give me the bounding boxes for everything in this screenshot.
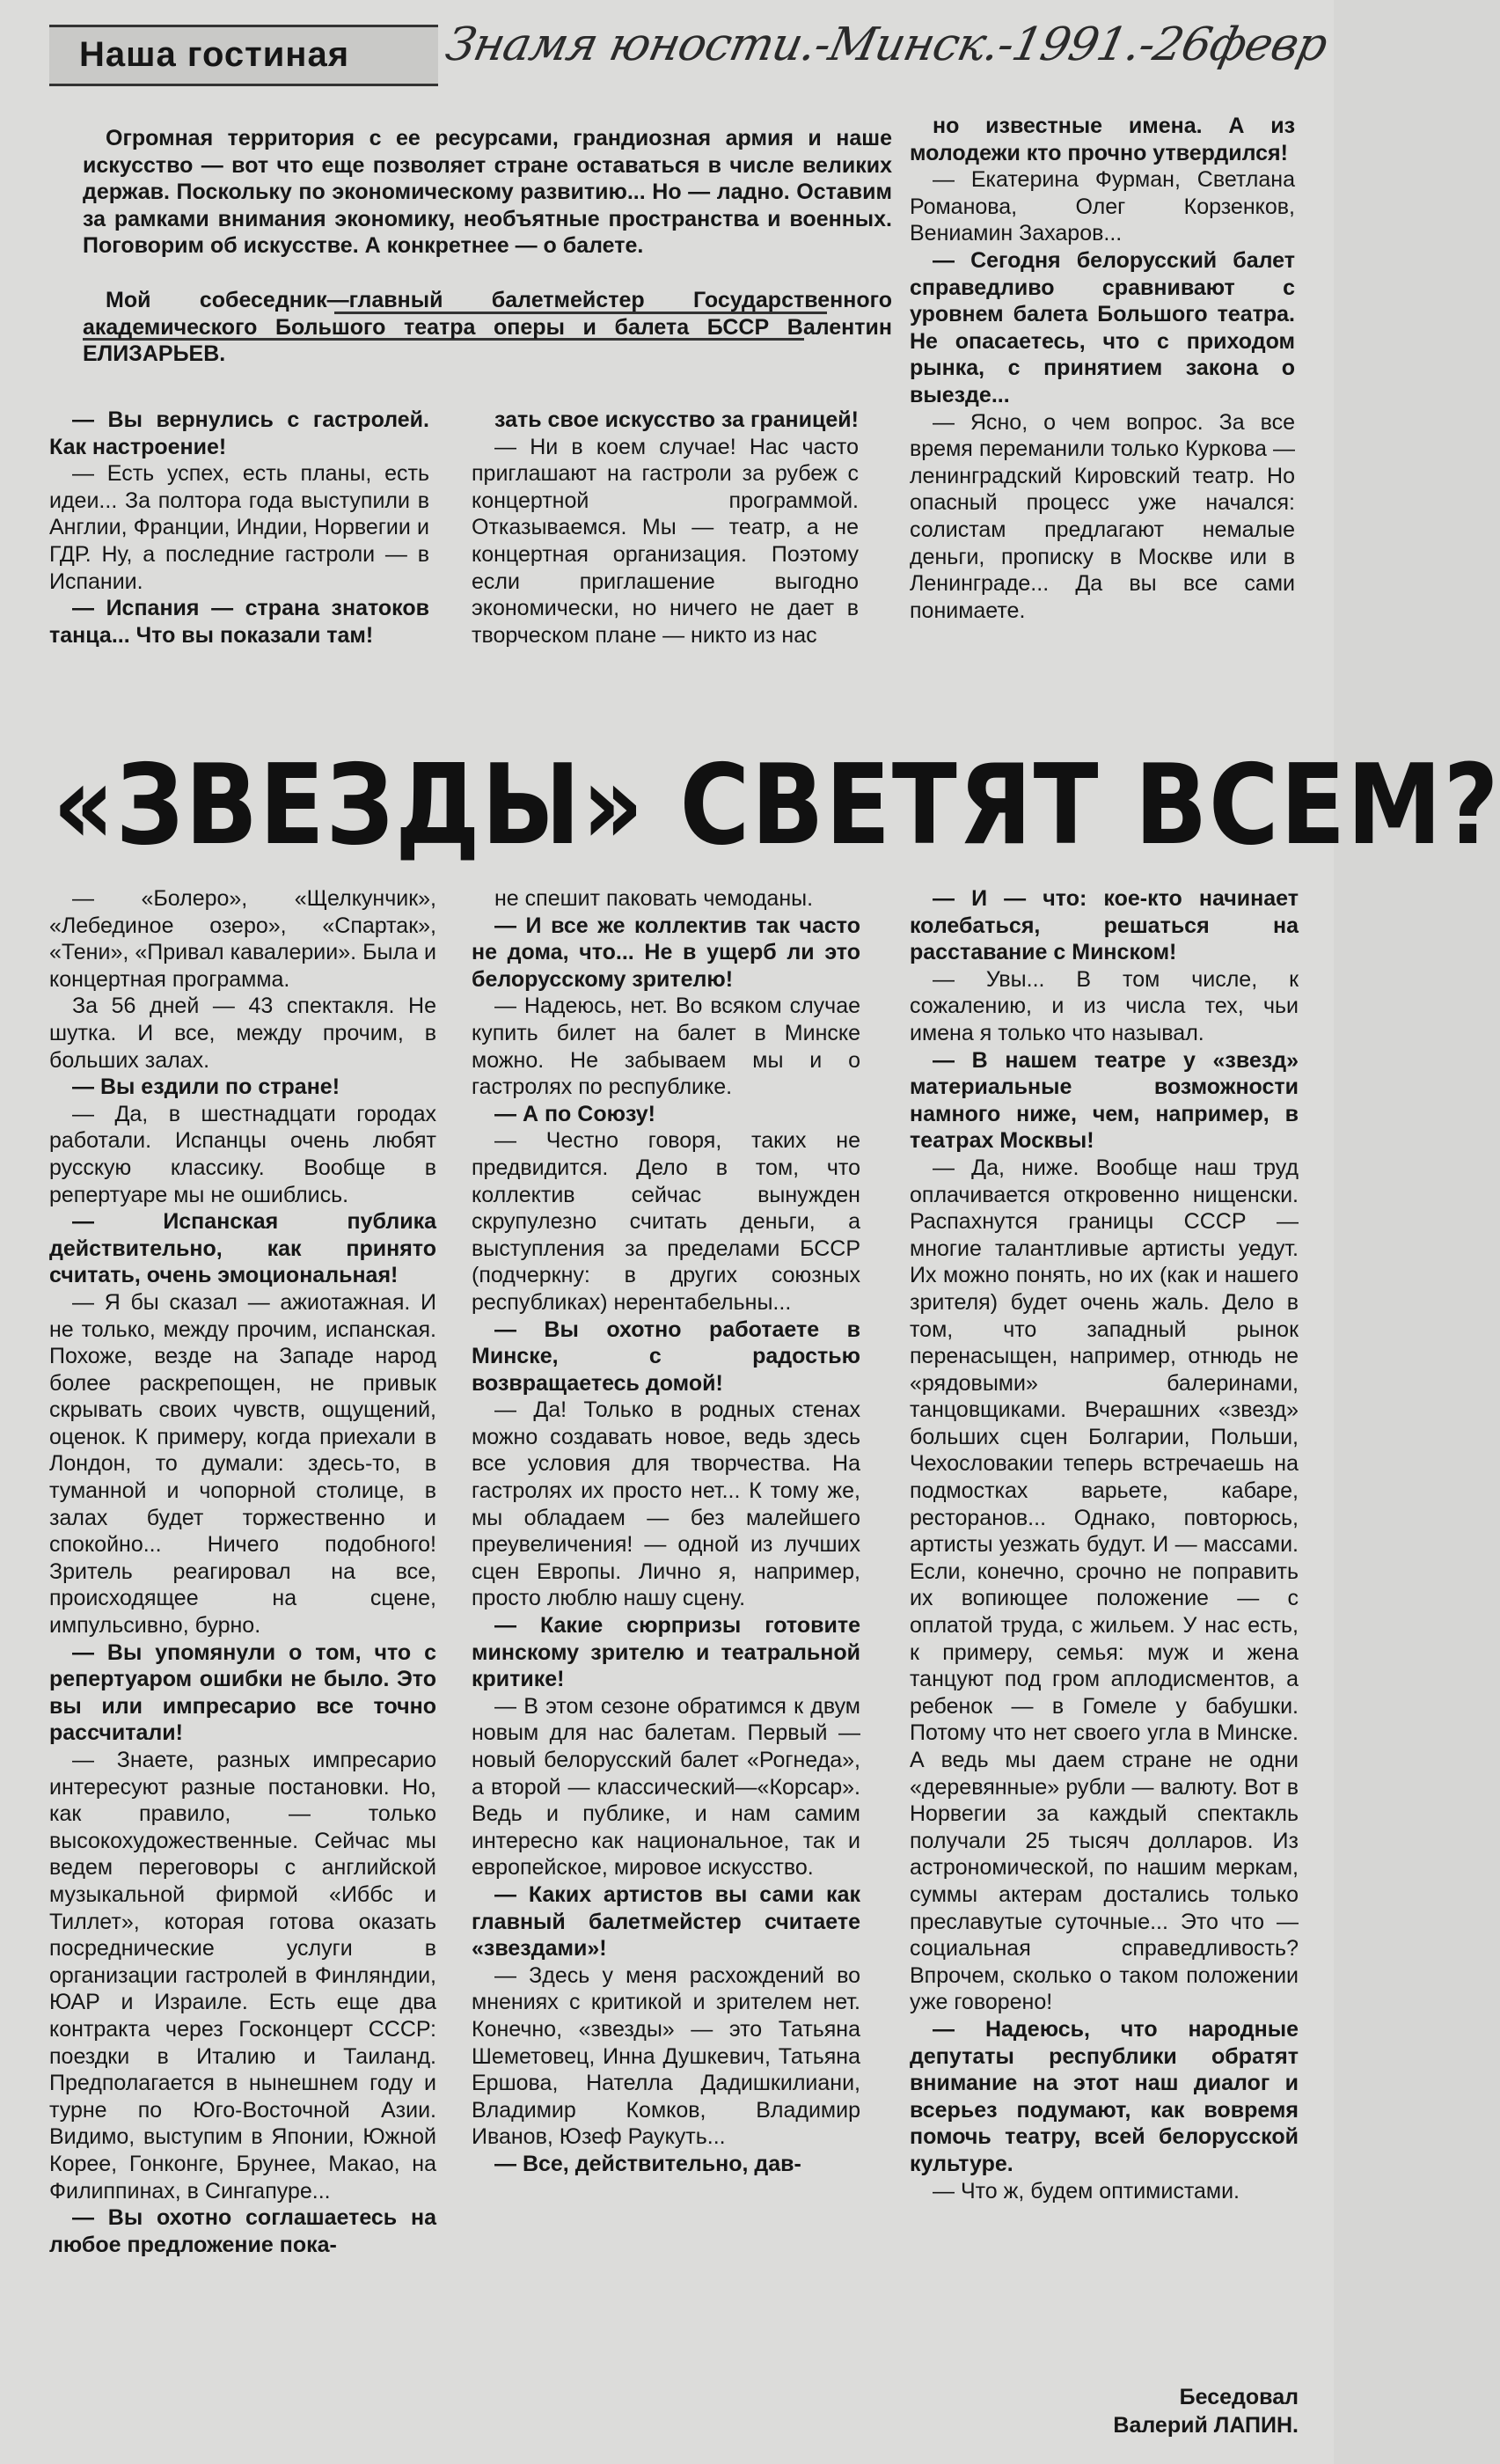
answer-paragraph: — Что ж, будем оптимистами. <box>933 2178 1240 2204</box>
rubric-title: Наша гостиная <box>49 25 438 86</box>
upper-column-3 <box>910 113 1295 624</box>
answer-paragraph: — Надеюсь, нет. Во всяком случае купить билет на балет в Минске можно. Не забываем мы и о гастролях по республике. <box>472 994 860 1100</box>
answer-paragraph: — Екатерина Фурман, Светлана Романова, Олег Корзенков, Вениамин Захаров... <box>910 167 1295 246</box>
answer-paragraph: — Я бы сказал — ажиотажная. И не только, между прочим, испанская. Похоже, везде на Западе народ более раскрепощен, не привык скрывать своих чувств, ощущений, оценок. К примеру, когда приехали в Лондон, то думали: здесь-то, в туманной и чопорной столице, в залах будет торжественно и спокойно... Ничего подобного! Зритель реагировал на все, происходящее на сцене, импульсивно, бурно. <box>49 1289 436 1639</box>
question-paragraph: — Испания — страна знатоков танца... Что вы показали там! <box>49 596 429 648</box>
byline-role: Беседовал <box>1179 2385 1299 2409</box>
question-paragraph: — Вы ездили по стране! <box>72 1074 340 1100</box>
question-paragraph: — В нашем театре у «звезд» материальные возможности намного ниже, чем, например, в театрах Москвы! <box>910 1047 1299 1154</box>
answer-paragraph: — В этом сезоне обратимся к двум новым для нас балетам. Первый — новый белорусский балет «Рогнеда», а второй — классический—«Корсар». Ведь и публике, и нам самим интересно как национальное, так и европейское, мировое искусство. <box>472 1693 860 1881</box>
question-paragraph: — Какие сюрпризы готовите минскому зрителю и театральной критике! <box>472 1613 860 1692</box>
question-paragraph: — Вы охотно соглашаетесь на любое предложение пока- <box>49 2205 436 2257</box>
question-paragraph: — А по Союзу! <box>494 1101 655 1126</box>
question-paragraph: — Испанская публика действительно, как принято считать, очень эмоциональная! <box>49 1209 436 1288</box>
answer-paragraph: — Честно говоря, таких не предвидится. Дело в том, что коллектив сейчас вынужден скрупулезно считать деньги, а выступления за пределами БССР (подчеркну: в других союзных республиках) нерентабельны... <box>472 1128 860 1315</box>
lower-column-3 <box>910 885 1299 2204</box>
answer-paragraph: За 56 дней — 43 спектакля. Не шутка. И все, между прочим, в больших залах. <box>49 994 436 1073</box>
answer-paragraph: — Да, в шестнадцати городах работали. Испанцы очень любят русскую классику. Вообще в репертуаре мы не ошиблись. <box>49 1101 436 1207</box>
answer-paragraph: — Ясно, о чем вопрос. За все время переманили только Куркова — ленинградский Кировский театр. Но опасный процесс уже начался: солистам предлагают немалые деньги, прописку в Москве или в Ленинграде... Да вы все сами понимаете. <box>910 409 1295 623</box>
question-paragraph: — Вы вернулись с гастролей. Как настроение! <box>49 407 429 459</box>
answer-paragraph: — Есть успех, есть планы, есть идеи... За полтора года выступили в Англии, Франции, Индии, Норвегии и ГДР. Ну, а последние гастроли — в Испании. <box>49 461 429 594</box>
lower-column-1 <box>49 885 436 2258</box>
answer-paragraph: — Увы... В том числе, к сожалению, и из числа тех, чьи имена я только что называл. <box>910 966 1299 1045</box>
question-paragraph: — Вы упомянули о том, что с репертуаром ошибки не было. Это вы или импресарио все точно рассчитали! <box>49 1639 436 1746</box>
byline <box>929 2383 1299 2439</box>
question-paragraph: — Каких артистов вы сами как главный балетмейстер считаете «звездами»! <box>472 1881 860 1962</box>
handwritten-source-note: Знамя юности.-Минск.-1991.-26февр <box>441 18 1332 71</box>
question-paragraph: — И все же коллектив так часто не дома, что... Не в ущерб ли это белорусскому зрителю! <box>472 913 860 992</box>
answer-paragraph: не спешит паковать чемоданы. <box>494 886 814 911</box>
lower-column-2 <box>472 885 860 2178</box>
question-paragraph: — Сегодня белорусский балет справедливо сравнивают с уровнем балета Большого театра. Не опасаетесь, что с приходом рынка, с принятием закона о выезде... <box>910 247 1295 407</box>
byline-name: Валерий ЛАПИН. <box>1113 2413 1299 2438</box>
answer-paragraph: — Здесь у меня расхождений во мнениях с критикой и зрителем нет. Конечно, «звезды» — это Татьяна Шеметовец, Инна Душкевич, Татьяна Ершова, Нателла Дадишкилиани, Владимир Комков, Владимир Иванов, Юзеф Раукуть... <box>472 1962 860 2150</box>
headline: «ЗВЕЗДЫ» СВЕТЯТ ВСЕМ? <box>53 740 1500 869</box>
lead-paragraph: Огромная территория с ее ресурсами, грандиозная армия и наше искусство — вот что еще позволяет стране оставаться в числе великих держав. Поскольку по экономическому развитию... Но — ладно. Оставим за рамками внимания экономику, необъятные пространства и военных. Поговорим об искусстве. А конкретнее — о балете. <box>83 126 892 259</box>
answer-paragraph: — Знаете, разных импресарио интересуют разные постановки. Но, как правило, — только высокохудожественные. Сейчас мы ведем переговоры с английской музыкальной фирмой «Иббс и Тиллет», которая готова оказать посреднические услуги в организации гастролей в Финляндии, ЮАР и Израиле. Есть еще два контракта через Госконцерт СССР: поездки в Италию и Таиланд. Предполагается в нынешнем году и турне по Юго-Восточной Азии. Видимо, выступим в Японии, Южной Корее, Гонконге, Брунее, Макао, на Филиппинах, в Сингапуре... <box>49 1748 436 2204</box>
article-lead <box>83 125 892 260</box>
upper-column-2 <box>472 407 859 649</box>
answer-paragraph: — «Болеро», «Щелкунчик», «Лебединое озеро», «Спартак», «Тени», «Привал кавалерии». Была и концертная программа. <box>49 886 436 992</box>
question-paragraph: — Надеюсь, что народные депутаты республики обратят внимание на этот наш диалог и всерьез подумают, как вовремя помочь театру, всей белорусской культуре. <box>910 2016 1299 2176</box>
answer-paragraph: — Ни в коем случае! Нас часто приглашают на гастроли за рубеж с концертной программой. Отказываемся. Мы — театр, а не концертная организация. Поэтому если приглашение выгодно экономически, но ничего не дает в творческом плане — никто из нас <box>472 434 859 648</box>
question-paragraph: — Все, действительно, дав- <box>494 2151 801 2176</box>
answer-paragraph: — Да, ниже. Вообще наш труд оплачивается откровенно нищенски. Распахнутся границы СССР — многие талантливые артисты уедут. Их можно понять, но их (как и нашего зрителя) будет очень жаль. Дело в том, что западный рынок перенасыщен, например, отнюдь не «рядовыми» балеринами, танцовщиками. Вчерашних «звезд» больших сцен Болгарии, Польши, Чехословакии теперь встречаешь на подмостках варьете, кабаре, ресторанов... Однако, повторюсь, артисты уезжать будут. И — массами. Если, конечно, срочно не поправить их вопиющее положение — с оплатой труда, с жильем. У нас есть, к примеру, семья: муж и жена танцуют под гром аплодисментов, а ребенок — в Гомеле у бабушки. Потому что нет своего угла в Минске. А ведь мы даем стране не одни «деревянные» рубли — валюту. Вот в Норвегии за каждый спектакль получали 25 тысяч долларов. Из астрономической, по нашим меркам, суммы актерам достались только преславутые суточные... Это что — социальная справедливость? Впрочем, сколько о таком положении уже говорено! <box>910 1155 1299 2015</box>
question-paragraph: — И — что: кое-кто начинает колебаться, решаться на расставание с Минском! <box>910 886 1299 965</box>
answer-paragraph: — Да! Только в родных стенах можно создавать новое, ведь здесь все условия для творчества. На гастролях их просто нет... К тому же, мы обладаем — без малейшего преувеличения! — одной из лучших сцен Европы. Лично я, например, просто люблю нашу сцену. <box>472 1397 860 1611</box>
question-paragraph: — Вы охотно работаете в Минске, с радостью возвращаетесь домой! <box>472 1316 860 1396</box>
question-paragraph: зать свое искусство за границей! <box>494 407 859 432</box>
upper-column-1 <box>49 407 429 649</box>
question-paragraph: но известные имена. А из молодежи кто прочно утвердился! <box>910 114 1295 165</box>
interviewee-intro: Мой собеседник—главный балетмейстер Государственного академического Большого театра оперы и балета БССР Валентин ЕЛИЗАРЬЕВ. <box>83 288 892 367</box>
